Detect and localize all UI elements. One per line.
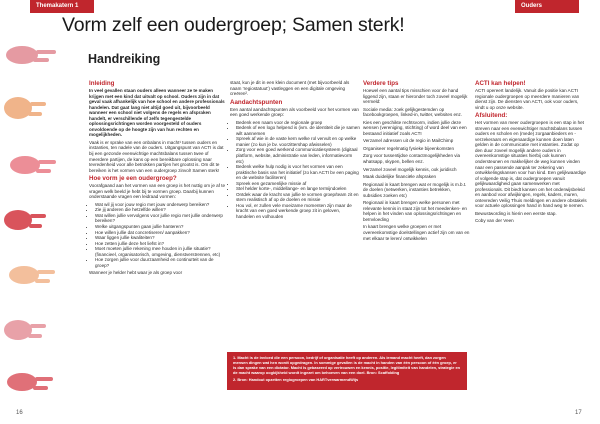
list-item: • Ontdek waar de kracht van jullie te vormen groep/team zit en stem realistisch af op de doelen en missie <box>236 192 360 203</box>
hand-orange-1 <box>4 97 46 119</box>
hand-pink-2 <box>10 156 56 174</box>
heading-acti-helpen: ACTI kan helpen! <box>475 80 526 87</box>
intro-paragraph: In veel gevallen staan ouders alleen wanneer ze te maken krijgen met een kind dat uitvalt op school. Ouders zijn in dat geval vaak afhankelijk van hoe school en andere professionals handelen. Dat gaat lang niet altijd goed uit, bijvoorbeeld wanneer een school niet volgens de regels en afspraken handelt, er verschillende of zelfs tegengestelde oplossingsrichtingen worden voorgesteld of ouders onvoldoende op de hoogte zijn van hun rechten en mogelijkheden. <box>89 88 225 138</box>
column-2 <box>230 80 360 222</box>
list-item: • Hoe zetten jullie deze het liefst in? <box>95 241 225 247</box>
continuation-paragraph: Wanneer je helder hebt waar je als groep voor <box>89 270 183 276</box>
tip-paragraph: Regionaal in kaart brengen welke personen met relevante kennis in staat zijn tot het meedenken- en helpen in het vinden van oplossingsrichtingen en beïnvloeding <box>363 200 467 222</box>
statute-paragraph: staat, kun je dit in een klein document (met bijvoorbeeld als naam ‘regiostatuut’) vastleggen en een digitale omgeving creëren². <box>230 80 350 97</box>
page-subtitle: Handreiking <box>88 52 161 66</box>
column-4 <box>475 80 587 226</box>
guide-paragraph: Voorafgaand aan het vormen van een groep is het nuttig om je af te vragen welk beeld je hebt bij te vormen groep. Daarbij kunnen onderstaande vragen een leidraad vormen: <box>89 183 225 200</box>
closing-paragraph: Het vormen van meer oudergroepen is een stap in het streven naar een evenwichtiger machtsbalans tussen ouders en scholen en (mede) zorgaanbieders en -verzekeraars en eigenaardige kunnen doen laten gelden in de communicatie met instanties. Zodat op den duur zoveel mogelijk andere ouders in overeenkomstige situaties hierbij ook kunnen ondersteunen en makkelijker de weg kunnen vinden naar een passende aanpak ter zekering van ontwikkelingskansen voor hun kind. Een gelijkwaardige of volgende stap is, dat oudergroepen vanuit gelijkwaardigheid gaan samenwerken met professionals. Dit biedt kansen om het onderwijsbeleid en aanbod voor afwijkingen, regels, kaders, muren, ontevreden Veilig Thuis meldingen en andere obstakels voor actuele oplossingen hand in hand weg te nemen. <box>475 120 587 209</box>
list-item: • Waar liggen jullie kwaliteiten? <box>95 235 225 241</box>
tip-paragraph: Zorg voor tussentijdse contactmogelijkheden via whatsapp, skypen, bellen enz. <box>363 153 461 165</box>
hand-red-2 <box>7 373 53 391</box>
question-list <box>89 202 225 269</box>
list-item: • Zie jij anderen die hetzelfde willen? <box>95 207 225 213</box>
tip-paragraph: Hoewel een aantal tips misschien voor de hand liggend zijn, staan er hieronder toch zoveel mogelijk vermeld: <box>363 88 468 105</box>
page-number-left: 16 <box>16 410 23 416</box>
list-item: • Bedenk welke hulp nodig is voor het vormen van een praktische basis van het initiatief (zo kan ACTI bv een paging en de website faciliteren) <box>236 164 360 181</box>
list-item: • Hoe zorgen jullie voor duurzaamheid en continuïteit van de groep? <box>95 257 225 268</box>
column-3 <box>363 80 471 243</box>
list-item: • Spreek een gezamenlijke missie af <box>236 181 360 187</box>
page-title: Vorm zelf een oudergroep; Samen sterk! <box>62 14 405 36</box>
points-intro: Een aantal aandachtspunten als voorbeeld voor het vormen van een goed werkende groep: <box>230 106 359 118</box>
tip-paragraph: Verzamel zoveel mogelijk kennis, ook juridisch <box>363 166 457 172</box>
hands-illustration <box>0 30 62 410</box>
list-item: • Wat wil jij voor jouw regio met jouw onderwerp bereiken? <box>95 202 225 208</box>
list-item: • Bedenk een naam voor de regionale groep <box>236 120 360 126</box>
list-item: • Bedenk of een logo helpend is (ivm. de identiteit die je samen wilt aannemen <box>236 125 360 136</box>
list-item: • Moet moeten jullie rekening mee houden in jullie situatie? (financieel, organisatorisch, omgeving, dienstverstrennen, etc) <box>95 246 225 257</box>
tip-paragraph: Kies een geschikte rechtsvorm, indien jullie deze wensen (vereniging, stichting) of word deel van een bestaand initiatief zoals ACTI <box>363 119 467 136</box>
footnote-box <box>227 352 467 390</box>
footnote-1: 1. Macht is de invloed die een persoon, bedrijf of organisatie heeft op anderen. Als iemand macht heeft, dan zorgen mensen dingen wat hen wordt opgedragen. In sommige gevallen is de macht in handen van één persoon of één groep, er is dan sprake van een dictator. Macht is gebaseerd op vertrouwen en kennis, positie, legitimiteit van handelen, strategie en de macht waarop oogkijkheid wordt ingezet om behoeven van een doel. Bron: Scaffolding <box>233 355 461 375</box>
section-tab-left: Themakatern 1 <box>30 0 94 13</box>
points-list <box>230 120 360 220</box>
heading-verdere-tips: Verdere tips <box>363 80 399 87</box>
list-item: • Hou vol, er zullen vele moeizame momenten zijn maar de kracht van een goed werkende groep zit in geloven, handelen en volhouden <box>236 203 360 220</box>
hand-pink-3 <box>4 320 46 340</box>
power-paragraph: Vaak is er sprake van een onbalans in macht¹ tussen ouders en instanties, ten nadele van de ouders. Uitgangspunt van ACTI is dat bij een gezonde evenwichtige machtsbalans tussen twee of meerdere partijen, de kans op een bereikbare oplossing naar tevredenheid voor alle betrokken partijen het grootst is. Om dit te bereiken is het vormen van een oudergroep zinvol! Samen sterk! <box>89 139 224 173</box>
awareness-paragraph: Bewustwording is hierin een eerste stap. <box>475 210 557 216</box>
tip-paragraph: In kaart brengen welke groepen er met overeenkomstige doelstellingen actief zijn om van en met elkaar te leren/ ontwikkelen <box>363 224 470 241</box>
heading-aandachtspunten: Aandachtspunten <box>230 98 283 106</box>
hand-red-1 <box>4 210 46 230</box>
heading-afsluitend: Afsluitend: <box>475 112 508 120</box>
hand-pink-1 <box>6 46 56 64</box>
tip-paragraph: Maak duidelijke financiële afspraken <box>363 174 437 180</box>
list-item: • Hoe willen jullie dat concretiseren/ aanpakken? <box>95 230 225 236</box>
hand-orange-2 <box>9 266 55 284</box>
tip-paragraph: Sociale media: zoek gelijkgestemden op facebookgroepen, linked-in, twitter, websites enz. <box>363 106 463 118</box>
tip-paragraph: Regionaal in kaart brengen wat er mogelijk is m.b.t. de doelen (netwerken, instanties betrekken, subsidies zoeken etc) <box>363 181 467 198</box>
author-signoff: Coby van der Veen <box>475 218 514 224</box>
list-item: • Stel helder korte-, middellange- en lange termijndoelen <box>236 186 360 192</box>
heading-inleiding: Inleiding <box>89 80 115 87</box>
list-item: • Spreek af wie in de vaste kern welke rol vervult en op welke manier (zo kun je bv. voorzittershap afwisselen) <box>236 136 360 147</box>
tip-paragraph: Organiseer regelmatig fysieke bijeenkomsten <box>363 145 454 151</box>
heading-hoe-vorm: Hoe vorm je een oudergroep? <box>89 175 177 183</box>
page-number-right: 17 <box>575 410 582 416</box>
list-item: • Wat willen jullie vervolgens voor jullie regio met jullie onderwerp bereiken? <box>95 213 225 224</box>
tip-paragraph: Verzamel adressen uit de regio in MailChimp <box>363 138 454 144</box>
column-1 <box>89 80 225 278</box>
section-tab-right: Ouders <box>515 0 579 13</box>
footnote-2: 2. Bron: Handout opzetten regiogroepen van HARTverwarmendWijs <box>233 376 359 382</box>
list-item: • Welke uitgangspunten gaan jullie hanteren? <box>95 224 225 230</box>
acti-paragraph: ACTI opereert landelijk. Vanuit die positie kan ACTI regionale oudergroepen op meerdere manieren van dienst zijn. De diensten van ACTI, ook voor ouders, vindt u op onze website. <box>475 88 580 110</box>
list-item: • Zorg voor een goed werkend communicatiesysteem (digitaal platform, website, administratie van leden, informatievorm etc) <box>236 147 360 164</box>
